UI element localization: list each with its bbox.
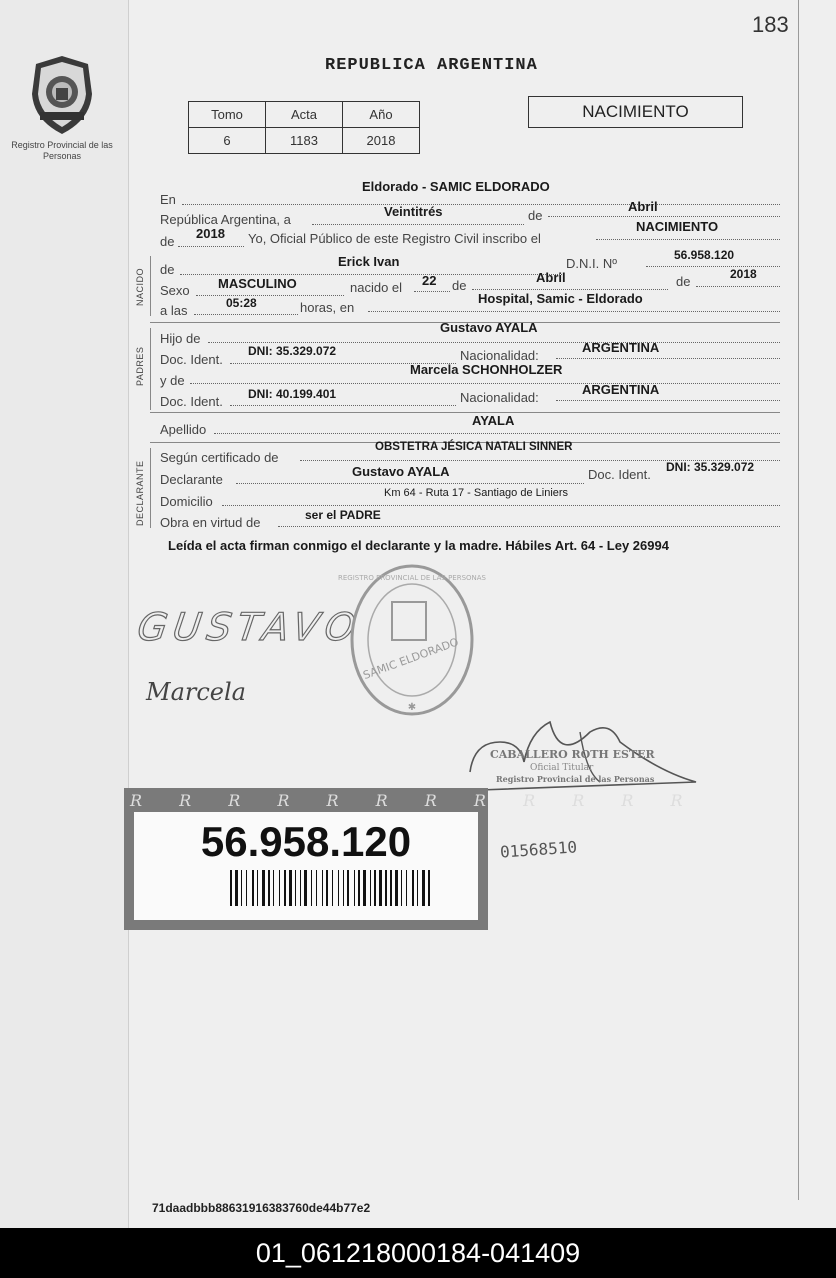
label-y-de: y de <box>160 373 185 388</box>
label-mother-doc: Doc. Ident. <box>160 394 223 409</box>
dotted-line <box>548 216 780 217</box>
label-horas-en: horas, en <box>300 300 355 315</box>
dotted-line <box>596 239 780 240</box>
registry-header-ano: Año <box>343 102 420 128</box>
dotted-line <box>194 314 298 315</box>
label-nacido-el: nacido el <box>350 280 403 295</box>
registry-header-row <box>189 102 420 128</box>
dotted-line <box>208 342 780 343</box>
section-label-declarante: DECLARANTE <box>135 460 145 526</box>
dotted-line <box>236 483 584 484</box>
value-father-nationality: ARGENTINA <box>582 340 660 355</box>
section-label-nacido: NACIDO <box>135 267 145 306</box>
registry-value-row <box>189 128 420 154</box>
sticker-label <box>134 812 478 920</box>
value-apellido: AYALA <box>472 413 515 428</box>
dotted-line <box>312 224 524 225</box>
label-hijo-de: Hijo de <box>160 331 201 346</box>
value-child-name: Erick Ivan <box>338 254 400 269</box>
value-inscribe-type: NACIMIENTO <box>636 219 719 234</box>
emblem-caption: Registro Provincial de las Personas <box>11 140 113 161</box>
declarante-signature <box>134 598 370 658</box>
dotted-line <box>368 311 780 312</box>
value-day-words: Veintitrés <box>384 204 443 219</box>
registry-header-tomo: Tomo <box>189 102 266 128</box>
label-dni: D.N.I. Nº <box>566 256 617 271</box>
label-domicilio: Domicilio <box>160 494 213 509</box>
value-birth-day: 22 <box>422 273 437 288</box>
sticker-pattern-text: R R R R R R R R R R R R <box>130 791 699 810</box>
label-father-nacionalidad: Nacionalidad: <box>460 348 539 363</box>
dotted-line <box>214 433 780 434</box>
sticker-pattern <box>124 788 699 812</box>
left-margin-panel <box>0 0 129 1228</box>
officer-stamp-office: Registro Provincial de las Personas <box>496 774 655 784</box>
dotted-line <box>222 505 780 506</box>
section-bar-padres <box>150 328 151 410</box>
value-father-name: Gustavo AYALA <box>440 320 538 335</box>
value-mother-name: Marcela SCHONHOLZER <box>410 362 563 377</box>
control-number: 01568510 <box>499 837 578 862</box>
registry-value-ano: 2018 <box>343 128 420 154</box>
registry-table <box>188 101 420 154</box>
value-father-doc: DNI: 35.329.072 <box>248 344 337 358</box>
value-sexo: MASCULINO <box>218 276 297 291</box>
label-segun: Según certificado de <box>160 450 279 465</box>
dotted-line <box>190 383 780 384</box>
dotted-line <box>414 291 450 292</box>
registry-value-tomo: 6 <box>189 128 266 154</box>
value-certificado: OBSTETRA JÉSICA NATALI SINNER <box>375 441 573 453</box>
dotted-line <box>180 274 562 275</box>
right-margin-rule <box>798 0 799 1200</box>
officer-stamp-role: Oficial Titular <box>530 763 594 773</box>
section-bar-nacido <box>150 256 151 316</box>
value-domicilio: Km 64 - Ruta 17 - Santiago de Liniers <box>384 487 569 499</box>
declarante-signature-text: GUSTAVO <box>134 606 364 650</box>
label-de-nombre: de <box>160 262 175 277</box>
footer-code: 01_061218000184-041409 <box>0 1228 836 1278</box>
label-father-doc: Doc. Ident. <box>160 352 223 367</box>
registry-header-acta: Acta <box>266 102 343 128</box>
label-mother-nacionalidad: Nacionalidad: <box>460 390 539 405</box>
barcode-icon <box>230 870 432 906</box>
label-declarante-doc: Doc. Ident. <box>588 467 651 482</box>
value-dni: 56.958.120 <box>674 248 735 262</box>
dotted-line <box>196 295 344 296</box>
document-hash: 71daadbbb88631916383760de44b77e2 <box>152 1201 371 1215</box>
value-year: 2018 <box>196 226 225 241</box>
section-divider <box>150 412 780 413</box>
madre-signature-text: Marcela <box>146 678 246 706</box>
label-en: En <box>160 192 176 207</box>
sticker-number: 56.958.120 <box>200 818 412 865</box>
dotted-line <box>230 405 456 406</box>
record-type-box: NACIMIENTO <box>528 96 743 128</box>
value-mother-nationality: ARGENTINA <box>582 382 660 397</box>
dotted-line <box>556 358 780 359</box>
label-a-las: a las <box>160 303 188 318</box>
value-month: Abril <box>628 199 658 214</box>
province-emblem-icon <box>26 54 98 136</box>
section-bar-declarante <box>150 448 151 528</box>
dotted-line <box>696 286 780 287</box>
dotted-line <box>472 289 668 290</box>
value-birth-year: 2018 <box>730 267 757 281</box>
value-declarante: Gustavo AYALA <box>352 464 450 479</box>
label-republica: República Argentina, a <box>160 212 291 227</box>
value-mother-doc: DNI: 40.199.401 <box>248 387 337 401</box>
label-declarante: Declarante <box>160 472 223 487</box>
dotted-line <box>178 246 244 247</box>
official-seal-icon <box>337 562 487 718</box>
dotted-line <box>182 204 780 205</box>
madre-signature <box>142 670 252 714</box>
dotted-line <box>278 526 780 527</box>
registry-value-acta: 1183 <box>266 128 343 154</box>
label-oficial-text: Yo, Oficial Público de este Registro Civil inscribo el <box>248 231 541 246</box>
label-sexo: Sexo <box>160 283 190 298</box>
value-place: Eldorado - SAMIC ELDORADO <box>362 179 550 194</box>
label-de: de <box>528 208 543 223</box>
label-obra: Obra en virtud de <box>160 515 261 530</box>
value-birth-time: 05:28 <box>226 296 257 310</box>
officer-signature-stamp <box>460 712 700 798</box>
section-label-padres: PADRES <box>135 346 145 386</box>
label-de-3: de <box>676 274 691 289</box>
label-de-2: de <box>452 278 467 293</box>
seal-ring-text: REGISTRO PROVINCIAL DE LAS PERSONAS <box>337 574 487 582</box>
page-number: 183 <box>752 12 789 37</box>
seal-center-text: SAMIC ELDORADO <box>361 635 461 683</box>
value-birth-month: Abril <box>536 270 566 285</box>
officer-stamp-name: CABALLERO ROTH ESTER <box>490 748 655 761</box>
dotted-line <box>646 266 780 267</box>
document-title: REPUBLICA ARGENTINA <box>325 56 538 75</box>
label-year-de: de <box>160 234 175 249</box>
svg-text:✱: ✱ <box>407 702 417 713</box>
value-declarante-doc: DNI: 35.329.072 <box>666 460 755 474</box>
label-apellido: Apellido <box>160 422 207 437</box>
value-obra: ser el PADRE <box>305 508 381 522</box>
dotted-line <box>556 400 780 401</box>
closing-statement: Leída el acta firman conmigo el declarante y la madre. Hábiles Art. 64 - Ley 26994 <box>168 538 669 553</box>
value-birth-place: Hospital, Samic - Eldorado <box>478 291 643 306</box>
